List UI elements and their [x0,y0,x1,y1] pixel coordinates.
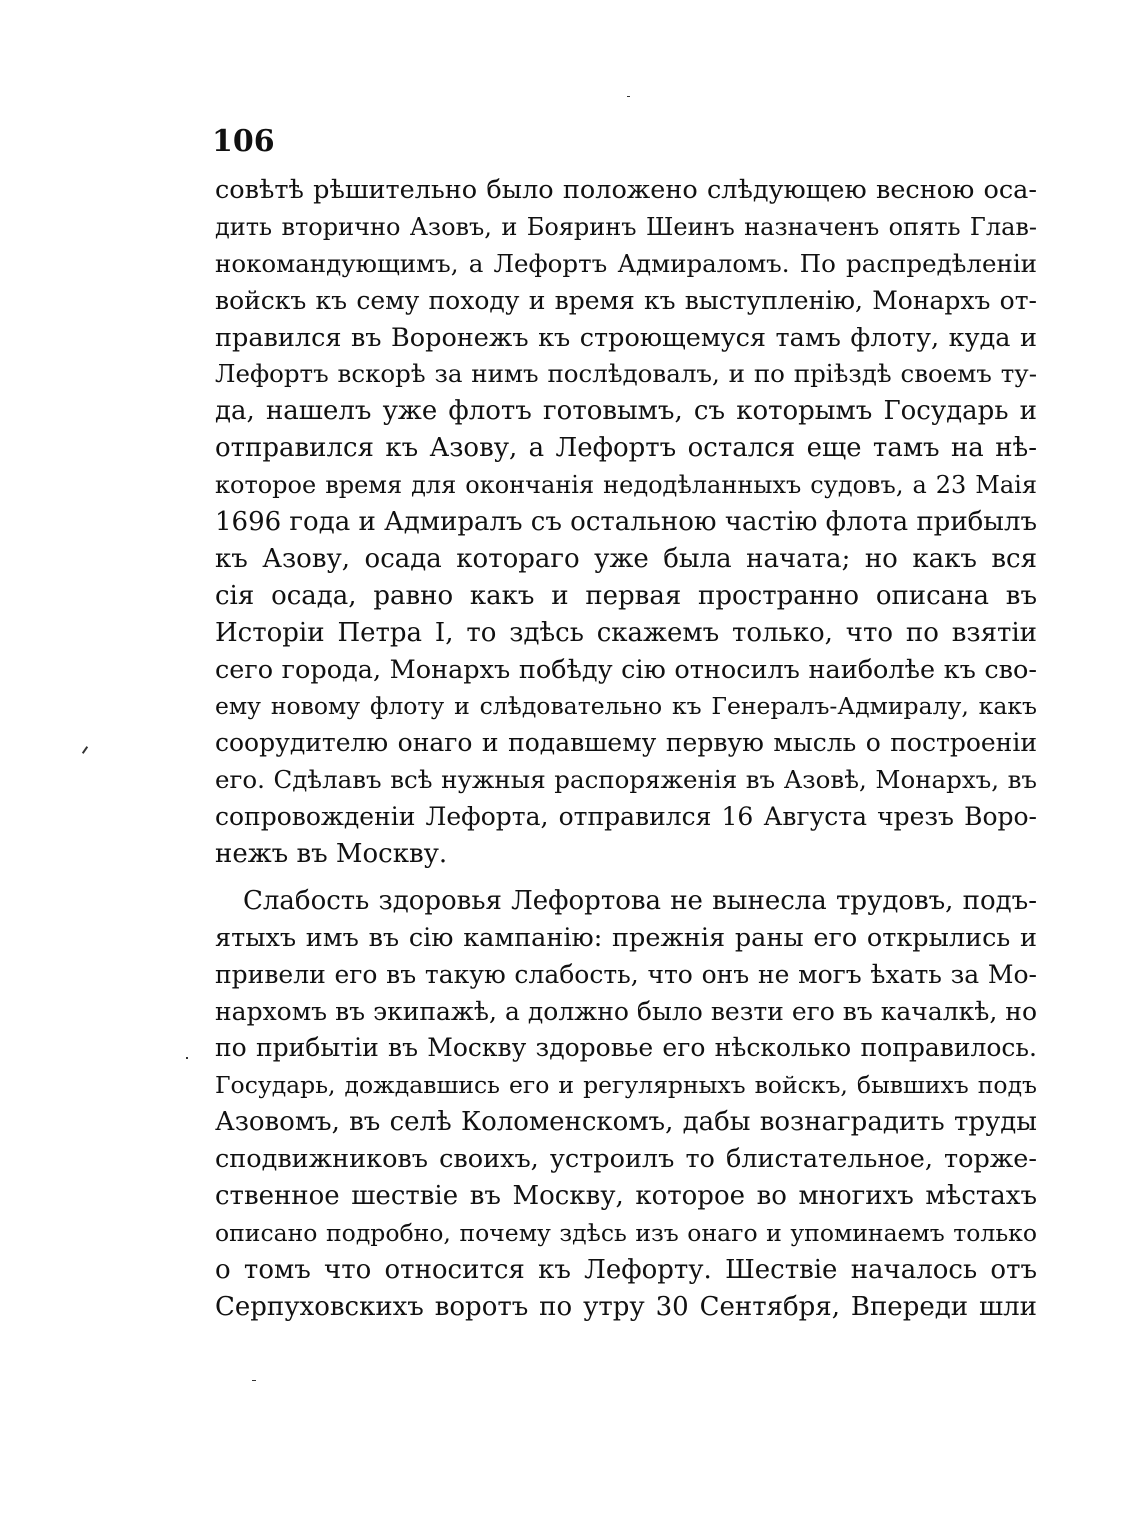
text-line: совѣтѣ рѣшительно было положено слѣдующею весною оса- [215,175,1037,205]
text-line: Государь, дождавшись его и регулярныхъ войскъ, бывшихъ подъ [215,1071,1037,1100]
text-line: отправился къ Азову, а Лефортъ остался еще тамъ на нѣ- [215,433,1037,464]
text-line: ственное шествіе въ Москву, которое во многихъ мѣстахъ [215,1181,1037,1212]
text-line: да, нашелъ уже флотъ готовымъ, съ которымъ Государь и [215,396,1037,427]
page-number: 106 [212,124,275,159]
scan-speck [82,746,88,754]
text-line: соорудителю онаго и подавшему первую мысль о построеніи [215,728,1037,758]
text-line: нежъ въ Москву. [215,839,448,870]
text-line: привели его въ такую слабость, что онъ не могъ ѣхать за Мо- [215,959,1037,989]
scan-speck [186,1057,188,1059]
text-line: описано подробно, почему здѣсь изъ онаго и упоминаемъ только [215,1218,1037,1247]
text-line: войскъ къ сему походу и время къ выступленію, Монархъ от- [215,285,1037,315]
text-line: которое время для окончанія недодѣланныхъ судовъ, а 23 Маія [215,471,1037,500]
paragraph-2 [215,883,1037,1326]
text-line: Лефортъ вскорѣ за нимъ послѣдовалъ, и по прiѣздѣ своемъ ту- [215,359,1037,389]
paragraph-gap [215,873,1037,883]
text-line: къ Азову, осада котораго уже была начата; но какъ вся [215,543,1037,574]
text-line: правился въ Воронежъ къ строющемуся тамъ флоту, куда и [215,322,1037,353]
text-line: 1696 года и Адмиралъ съ остальною частію флота прибылъ [215,507,1037,538]
text-line: нокомандующимъ, а Лефортъ Адмираломъ. По распредѣленіи [215,248,1037,278]
text-block [215,172,1037,1326]
scan-speck [627,96,630,97]
text-line: сего города, Монархъ побѣду сію относилъ наиболѣе къ сво- [215,654,1037,685]
text-line: сія осада, равно какъ и первая пространно описана въ [215,580,1037,611]
text-line: нархомъ въ экипажѣ, а должно было везти его въ качалкѣ, но [215,996,1037,1026]
text-line: его. Сдѣлавъ всѣ нужныя распоряженія въ Азовѣ, Монархъ, въ [215,765,1037,795]
text-line: сопровожденіи Лефорта, отправился 16 Августа чрезъ Воро- [215,802,1037,832]
text-line: Слабость здоровья Лефортова не вынесла трудовъ, подъ- [243,885,1037,916]
text-line: по прибытіи въ Москву здоровье его нѣсколько поправилось. [215,1033,1037,1063]
text-line: ему новому флоту и слѣдовательно къ Генералъ-Адмиралу, какъ [215,692,1037,721]
text-line: дить вторично Азовъ, и Бояринъ Шеинъ назначенъ опять Глав- [215,212,1037,241]
text-line: Азовомъ, въ селѣ Коломенскомъ, дабы вознаградить труды [215,1107,1037,1138]
paragraph-1 [215,172,1037,873]
text-line: сподвижниковъ своихъ, устроилъ то блистательное, торже- [215,1144,1037,1175]
text-line: Исторіи Петра I, то здѣсь скажемъ только, что по взятіи [215,617,1037,648]
text-line: ятыхъ имъ въ сію кампанію: прежнія раны его открылись и [215,922,1037,953]
scan-speck [252,1380,256,1381]
text-line: Серпуховскихъ воротъ по утру 30 Сентября, Впереди шли [215,1291,1037,1322]
text-line: о томъ что относится къ Лефорту. Шествіе началось отъ [215,1254,1037,1285]
